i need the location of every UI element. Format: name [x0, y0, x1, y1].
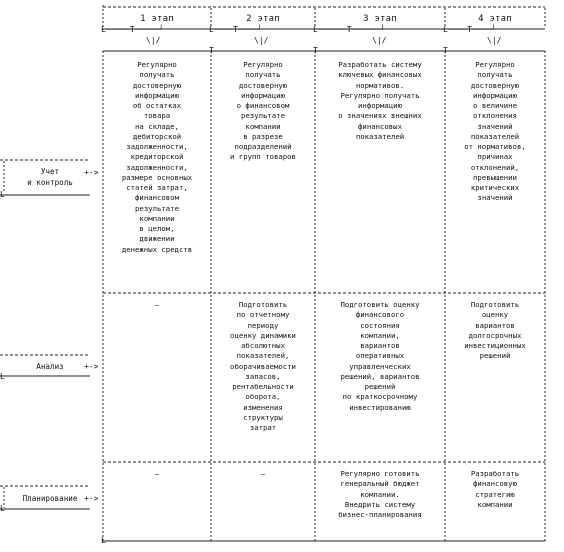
junction-mark: T — [443, 46, 448, 55]
cell-planning-stage-1: – — [154, 469, 160, 478]
cell-analysis-stage-4: Подготовить оценку вариантов долгосрочных инвестиционных решений — [464, 300, 526, 361]
junction-mark: T — [313, 46, 318, 55]
stage-header-1: 1 этап — [140, 14, 174, 24]
stage-header-2: 2 этап — [246, 14, 280, 24]
down-arrow-icon: \|/ — [372, 36, 387, 45]
cell-planning-stage-4: Разработать финансовую стратегию компании — [470, 469, 520, 509]
right-arrow-icon: +-> — [84, 362, 99, 371]
down-arrow-icon: \|/ — [254, 36, 269, 45]
cell-planning-stage-2: – — [260, 469, 266, 478]
junction-mark: L — [0, 504, 5, 513]
row-header-accounting: Учет и контроль — [27, 167, 73, 187]
cell-planning-stage-3: Регулярно готовить генеральный бюджет компании. Внедрить систему бизнес-планирования — [338, 469, 422, 519]
down-arrow-icon: \|/ — [487, 36, 502, 45]
cell-accounting-stage-2: Регулярно получать достоверную информацию о финансовом результате компании в разрезе подразделений и групп товаров — [230, 60, 296, 162]
down-arrow-icon: \|/ — [146, 36, 161, 45]
cell-accounting-stage-1: Регулярно получать достоверную информацию об остатках товара на складе, дебиторской задолженности, кредиторской задолженности, размере основных статей затрат, финансовом результате компании в целом, движении денежных средств — [121, 60, 193, 254]
cell-analysis-stage-1: – — [154, 300, 160, 309]
tee-connector: L────T────┘ — [209, 25, 262, 34]
stage-header-3: 3 этап — [363, 14, 397, 24]
cell-analysis-stage-2: Подготовить по отчетному периоду оценку динамики абсолютных показателей, оборачиваемости запасов, рентабельности оборота, изменения структуры затрат — [230, 300, 296, 432]
row-header-analysis: Анализ — [36, 362, 64, 371]
row-header-planning: Планирование — [22, 494, 78, 503]
junction-mark: L — [0, 372, 5, 381]
junction-mark: T — [209, 46, 214, 55]
stage-header-4: 4 этап — [478, 14, 512, 24]
cell-analysis-stage-3: Подготовить оценку финансового состояния компании, вариантов оперативных управленческих решений, вариантов решений по краткосрочному инвестированию — [340, 300, 420, 412]
right-arrow-icon: +-> — [84, 168, 99, 177]
cell-accounting-stage-4: Регулярно получать достоверную информацию о величине отклонения значений показателей от нормативов, причинах отклонений, превышении критических значений — [464, 60, 526, 203]
junction-mark: L — [101, 536, 106, 545]
cell-accounting-stage-3: Разработать систему ключевых финансовых нормативов. Регулярно получать информацию о значениях внешних финансовых показателей — [338, 60, 422, 141]
tee-connector: L────T────┘ — [443, 25, 496, 34]
junction-mark: L — [0, 190, 5, 199]
right-arrow-icon: +-> — [84, 494, 99, 503]
tee-connector: L─────T─────┘ — [101, 25, 164, 34]
tee-connector: L──────T──────┘ — [313, 25, 386, 34]
